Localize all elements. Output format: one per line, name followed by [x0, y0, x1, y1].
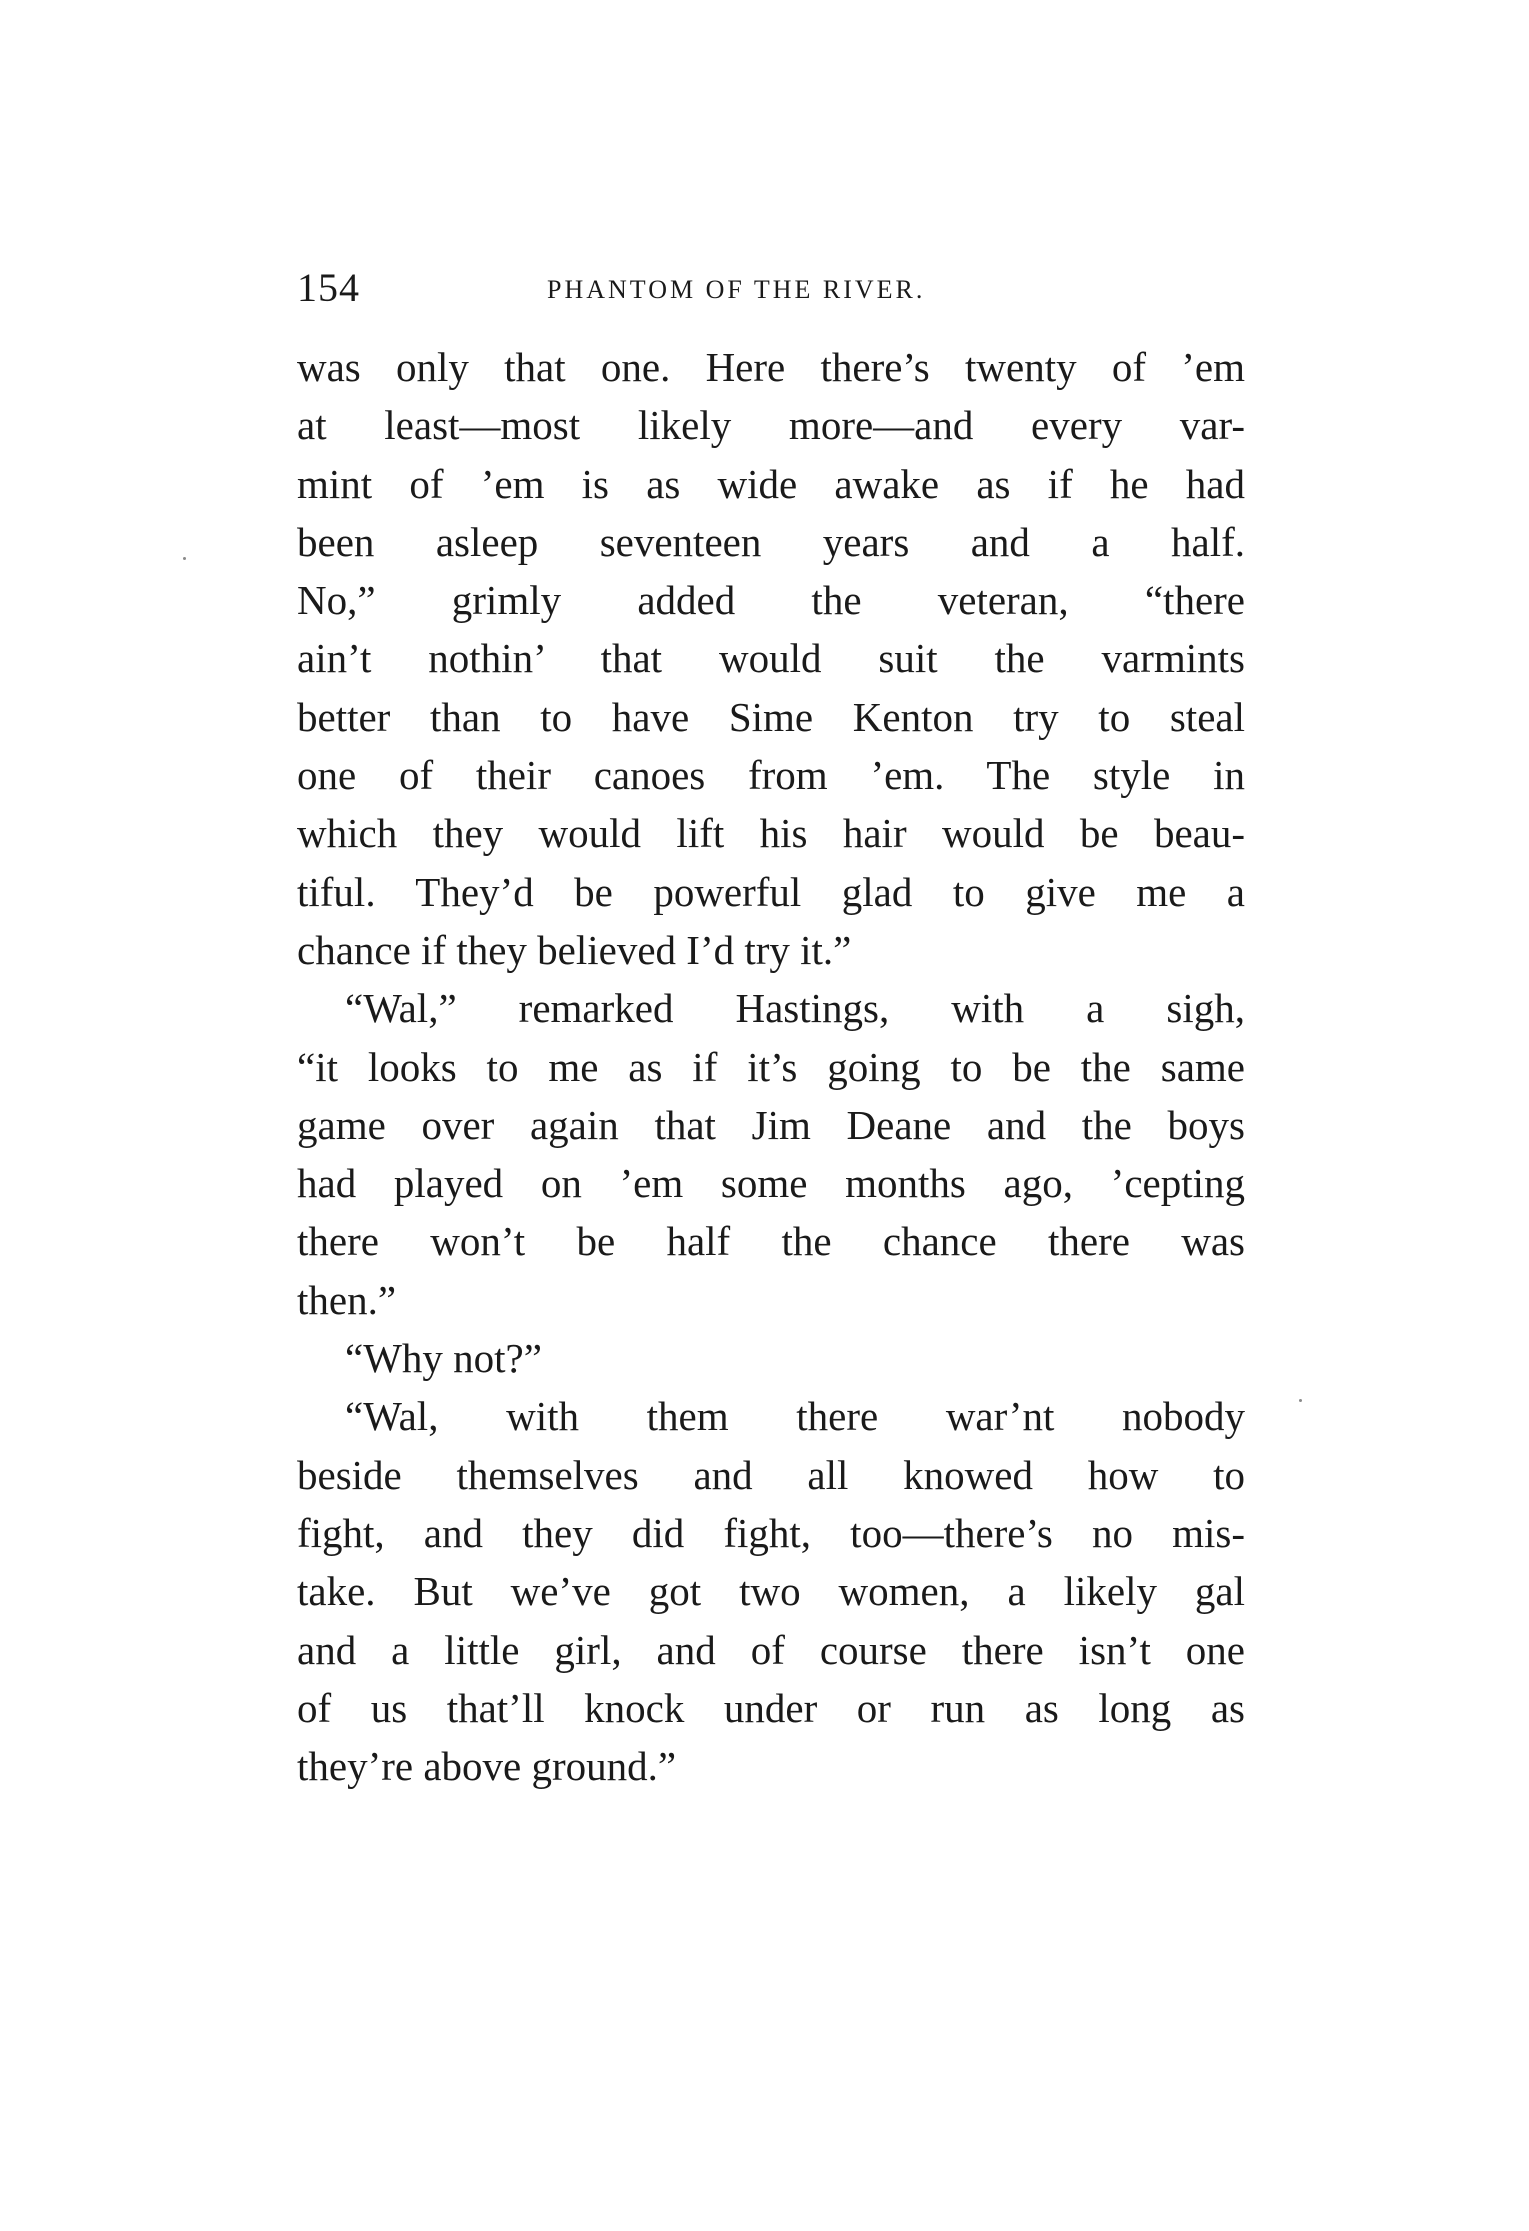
text-line: one of their canoes from ’em. The style in — [297, 752, 1245, 799]
text-line: tiful. They’d be powerful glad to give me a — [297, 868, 1245, 915]
running-title: PHANTOM OF THE RIVER. — [547, 275, 926, 304]
text-line: been asleep seventeen years and a half. — [297, 518, 1245, 565]
text-line: fight, and they did fight, too—there’s no mis- — [297, 1509, 1245, 1556]
text-line: ain’t nothin’ that would suit the varmints — [297, 635, 1245, 682]
text-line: then.” — [297, 1276, 397, 1323]
text-line: take. But we’ve got two women, a likely gal — [297, 1568, 1245, 1615]
paper-speck — [183, 557, 186, 560]
text-line: “it looks to me as if it’s going to be the same — [297, 1043, 1245, 1090]
text-line: “Wal,” remarked Hastings, with a sigh, — [345, 985, 1245, 1032]
text-line: they’re above ground.” — [297, 1743, 677, 1790]
text-line: chance if they believed I’d try it.” — [297, 926, 852, 973]
paper-speck — [1299, 1399, 1302, 1402]
text-line: game over again that Jim Deane and the boys — [297, 1101, 1245, 1148]
text-line: at least—most likely more—and every var- — [297, 402, 1245, 449]
text-line: No,” grimly added the veteran, “there — [297, 577, 1245, 624]
body-text — [297, 338, 1245, 1795]
text-line: and a little girl, and of course there isn’t one — [297, 1626, 1245, 1673]
text-line: of us that’ll knock under or run as long as — [297, 1684, 1245, 1731]
text-line: better than to have Sime Kenton try to steal — [297, 693, 1245, 740]
text-line: beside themselves and all knowed how to — [297, 1451, 1245, 1498]
text-line: there won’t be half the chance there was — [297, 1218, 1245, 1265]
text-line: was only that one. Here there’s twenty of ’em — [297, 344, 1245, 390]
text-line: had played on ’em some months ago, ’cepting — [297, 1160, 1245, 1207]
running-head — [297, 262, 1247, 314]
text-line: mint of ’em is as wide awake as if he had — [297, 460, 1245, 507]
page-number: 154 — [297, 265, 360, 310]
text-line: which they would lift his hair would be beau- — [297, 810, 1245, 857]
text-line: “Why not?” — [345, 1335, 542, 1382]
text-line: “Wal, with them there war’nt nobody — [345, 1393, 1245, 1440]
